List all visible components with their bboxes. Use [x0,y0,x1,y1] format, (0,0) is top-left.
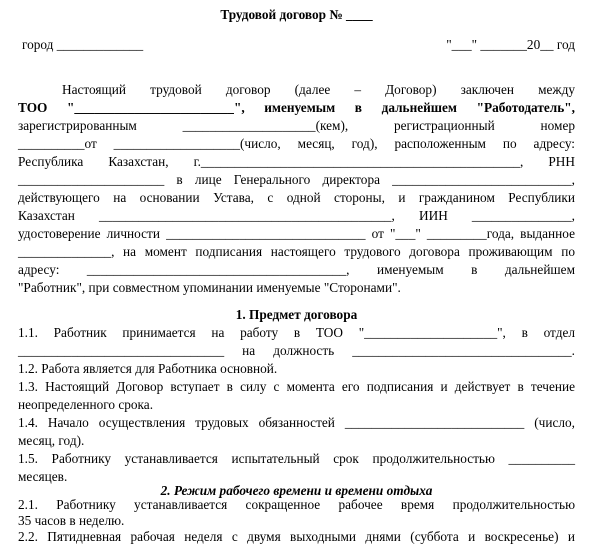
preamble-line: Республика Казахстан, г.________________________________________________, РНН [18,154,575,169]
clause-line: 1.2. Работа является для Работника основной. [18,361,278,376]
preamble-line: ______________, на момент подписания настоящего трудового договора проживающим по [18,244,575,259]
city-field: город _____________ [22,37,144,52]
clause-line: месяц, год). [18,433,85,448]
clause-line: 35 часов в неделю. [18,513,125,528]
document-title: Трудовой договор № ____ [220,7,373,22]
section-heading: 1. Предмет договора [235,307,358,322]
clause-line: месяцев. [18,469,68,484]
clause-line: _______________________________ на должность _________________________________. [18,343,575,358]
clause-line: неопределенного срока. [18,397,154,412]
preamble-line: __________от ___________________(число, месяц, год), расположенным по адресу: [18,136,575,151]
preamble-line: зарегистрированным ____________________(кем), регистрационный номер [18,118,575,133]
preamble-line: ______________________ в лице Генерального директора ___________________________, [18,172,575,187]
preamble-line: Казахстан ____________________________________________, ИИН _______________, [18,208,575,223]
clause-line: 1.5. Работнику устанавливается испытательный срок продолжительностью __________ [18,451,575,466]
clause-line: 2.1. Работнику устанавливается сокращенное рабочее время продолжительностью [18,497,575,512]
preamble-line: адресу: _______________________________________, именуемым в дальнейшем [18,262,575,277]
preamble-line: ТОО "________________________", именуемым в дальнейшем "Работодатель", [18,100,575,115]
clause-line: 1.1. Работник принимается на работу в ТОО "____________________", в отдел [18,325,575,340]
clause-line: 1.3. Настоящий Договор вступает в силу с момента его подписания и действует в течение [18,379,575,394]
preamble-line: удостоверение личности ______________________________ от "___" _________года, выданное [18,226,575,241]
clause-line: 2.2. Пятидневная рабочая неделя с двумя выходными днями (суббота и воскресенье) и [18,529,575,544]
preamble-line: Настоящий трудовой договор (далее – Договор) заключен между [62,82,575,97]
date-field: "___" _______20__ год [446,37,575,52]
clause-line: 1.4. Начало осуществления трудовых обязанностей ___________________________ (число, [18,415,575,430]
preamble-line: "Работник", при совместном упоминании именуемые "Сторонами". [18,280,401,295]
section-heading: 2. Режим рабочего времени и времени отдыха [160,483,433,498]
preamble-line: действующего на основании Устава, с одной стороны, и гражданином Республики [18,190,575,205]
